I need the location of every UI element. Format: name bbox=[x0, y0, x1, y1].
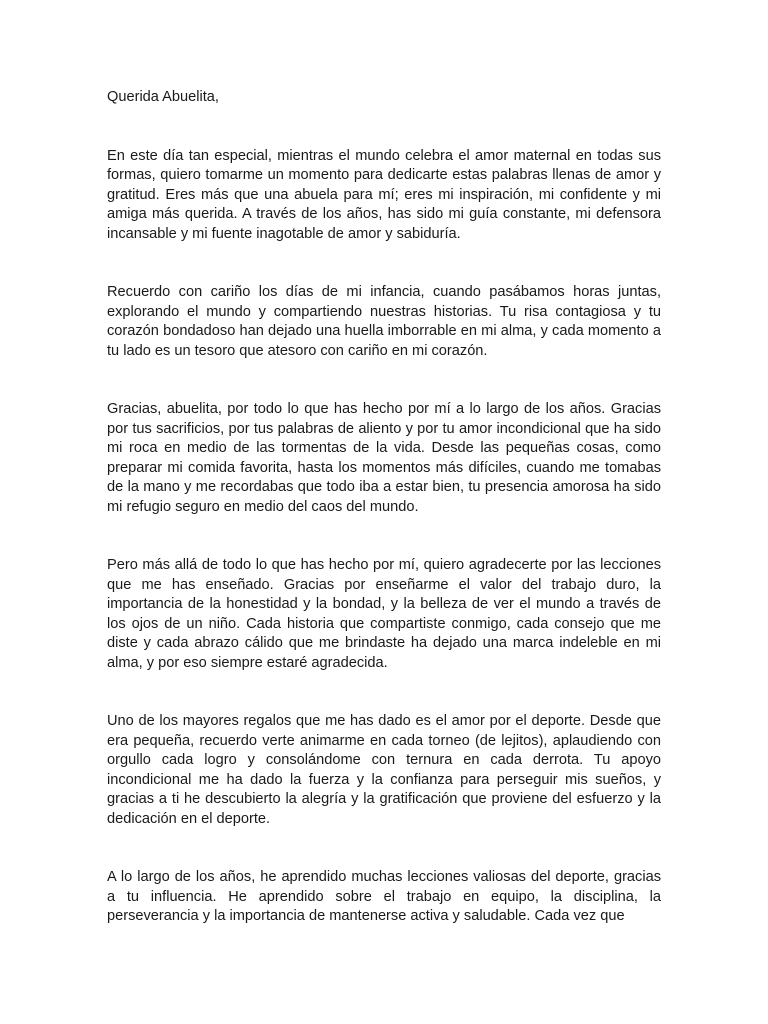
paragraph-2: Recuerdo con cariño los días de mi infancia, cuando pasábamos horas juntas, explorando el mundo y compartiendo nuestras historias. Tu risa contagiosa y tu corazón bondadoso han dejado una huella imborrable en mi alma, y cada momento a tu lado es un tesoro que atesoro con cariño en mi corazón. bbox=[107, 284, 661, 359]
letter-greeting: Querida Abuelita, bbox=[107, 89, 219, 105]
paragraph-1: En este día tan especial, mientras el mundo celebra el amor maternal en todas sus formas, quiero tomarme un momento para dedicarte estas palabras llenas de amor y gratitud. Eres más que una abuela para mí; eres mi inspiración, mi confidente y mi amiga más querida. A través de los años, has sido mi guía constante, mi defensora incansable y mi fuente inagotable de amor y sabiduría. bbox=[107, 147, 661, 242]
paragraph-4: Pero más allá de todo lo que has hecho por mí, quiero agradecerte por las lecciones que me has enseñado. Gracias por enseñarme el valor del trabajo duro, la importancia de la honestidad y la bondad, y la belleza de ver el mundo a través de los ojos de un niño. Cada historia que compartiste conmigo, cada consejo que me diste y cada abrazo cálido que me brindaste ha dejado una marca indeleble en mi alma, y por eso siempre estaré agradecida. bbox=[107, 557, 661, 671]
paragraph-5: Uno de los mayores regalos que me has dado es el amor por el deporte. Desde que era pequeña, recuerdo verte animarme en cada torneo (de lejitos), aplaudiendo con orgullo cada logro y consolándome con ternura en cada derrota. Tu apoyo incondicional me ha dado la fuerza y la confianza para perseguir mis sueños, y gracias a ti he descubierto la alegría y la gratificación que proviene del esfuerzo y la dedicación en el deporte. bbox=[107, 713, 661, 827]
letter-body bbox=[107, 88, 661, 966]
paragraph-3: Gracias, abuelita, por todo lo que has hecho por mí a lo largo de los años. Gracias por tus sacrificios, por tus palabras de aliento y por tu amor incondicional que ha sido mi roca en medio de las tormentas de la vida. Desde las pequeñas cosas, como preparar mi comida favorita, hasta los momentos más difíciles, cuando me tomabas de la mano y me recordabas que todo iba a estar bien, tu presencia amorosa ha sido mi refugio seguro en medio del caos del mundo. bbox=[107, 401, 661, 515]
paragraph-6: A lo largo de los años, he aprendido muchas lecciones valiosas del deporte, gracias a tu influencia. He aprendido sobre el trabajo en equipo, la disciplina, la perseverancia y la importancia de mantenerse activa y saludable. Cada vez que bbox=[107, 869, 661, 924]
